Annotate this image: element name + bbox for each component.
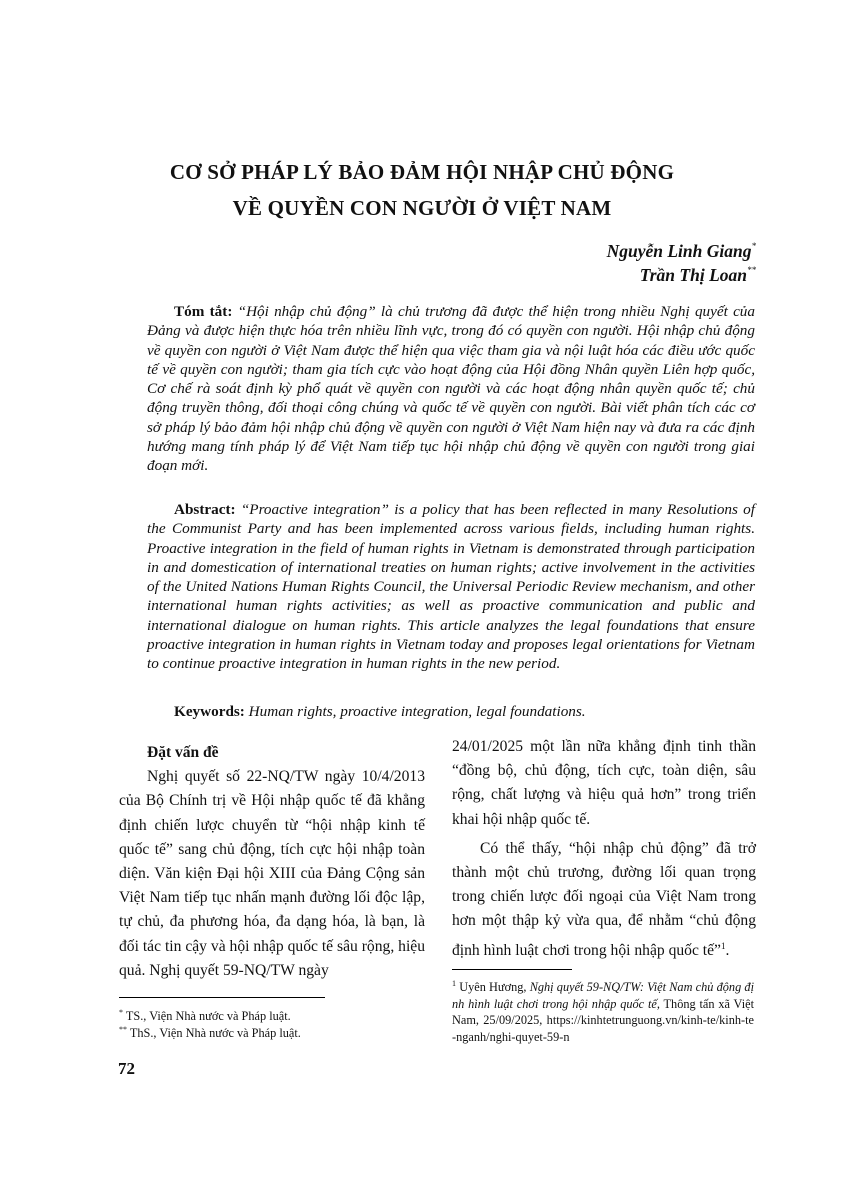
footnote-author-2-mark: ** bbox=[119, 1025, 127, 1034]
right-paragraph-2 bbox=[452, 837, 756, 963]
footnote-1 bbox=[452, 976, 754, 1046]
section-heading: Đặt vấn đề bbox=[147, 744, 219, 761]
keywords bbox=[147, 702, 755, 721]
paper-title-line-2: VỀ QUYỀN CON NGƯỜI Ở VIỆT NAM bbox=[232, 196, 612, 220]
left-paragraph: Nghị quyết số 22-NQ/TW ngày 10/4/2013 của Bộ Chính trị về Hội nhập quốc tế đã khẳng định chiến lược chuyển từ “hội nhập kinh tế quốc tế” sang chủ động, tích cực hội nhập toàn diện. Văn kiện Đại hội XIII của Đảng Cộng sản Việt Nam tiếp tục nhấn mạnh đường lối độc lập, tự chủ, đa phương hóa, đa dạng hóa, là bạn, là đối tác tin cậy và hội nhập quốc tế sâu rộng, hiệu quả. Nghị quyết 59-NQ/TW ngày bbox=[119, 768, 425, 979]
abstract-en-text: “Proactive integration” is a policy that has been reflected in many Resolutions of the Communist Party and has been implemented across various fields, including human rights. Proactive integration in the field of human rights in Vietnam is demonstrated through participation in and domestication of international treaties on human rights; active involvement in the activities of the United Nations Human Rights Council, the Universal Periodic Review mechanism, and other international human rights activities; as well as proactive communication and public and international dialogue on human rights. This article analyzes the legal foundations that ensure proactive integration in human rights in Vietnam today and proposes legal orientations for Vietnam to continue proactive integration in human rights in the new period. bbox=[147, 501, 755, 673]
footnote-ref-1: 1 bbox=[720, 940, 726, 951]
paper-title-line-1: CƠ SỞ PHÁP LÝ BẢO ĐẢM HỘI NHẬP CHỦ ĐỘNG bbox=[169, 160, 675, 184]
footnote-separator-right bbox=[452, 969, 572, 970]
footnote-1-source: Thông tấn xã Việt Nam, 25/09/2025, https://kinhtetrunguong.vn/kinh-te/kinh-te-nganh/nghi-quyet-59-n bbox=[452, 996, 754, 1044]
author-1 bbox=[607, 241, 756, 262]
abstract-vietnamese bbox=[147, 302, 755, 476]
abstract-english bbox=[147, 500, 755, 674]
abstract-vi-text: “Hội nhập chủ động” là chủ trương đã được thể hiện trong nhiều Nghị quyết của Đảng và được hiện thực hóa trên nhiều lĩnh vực, trong đó có quyền con người. Hội nhập chủ động về quyền con người ở Việt Nam được thể hiện qua việc tham gia và nội luật hóa các điều ước quốc tế về quyền con người; tham gia tích cực vào hoạt động của Hội đồng Nhân quyền Liên hợp quốc, Cơ chế rà soát định kỳ phổ quát về quyền con người và các hoạt động nhân quyền quốc tế; chủ động truyền thông, đối thoại công chúng và quốc tế về quyền con người. Bài viết phân tích các cơ sở pháp lý bảo đảm hội nhập chủ động về quyền con người ở Việt Nam hiện nay và đưa ra các định hướng mang tính pháp lý để Việt Nam tiếp tục hội nhập chủ động về quyền con người trong giai đoạn mới. bbox=[147, 303, 755, 475]
right-paragraph-2-text: Có thể thấy, “hội nhập chủ động” đã trở thành một chủ trương, đường lối quan trọng trong chiến lược đối ngoại của Việt Nam trong hơn một thập kỷ vừa qua, để nhằm “chủ động định hình luật chơi trong hội nhập quốc tế” bbox=[452, 839, 756, 959]
right-column bbox=[452, 735, 756, 963]
footnote-1-title: Nghị quyết 59-NQ/TW: Việt Nam chủ động định hình luật chơi trong hội nhập quốc tế, bbox=[452, 980, 754, 1011]
author-1-name: Nguyễn Linh Giang bbox=[606, 241, 752, 261]
author-1-mark: * bbox=[751, 241, 756, 251]
footnote-author-2 bbox=[119, 1022, 301, 1041]
keywords-text: Human rights, proactive integration, legal foundations. bbox=[248, 703, 586, 720]
author-2-mark: ** bbox=[747, 265, 756, 275]
footnote-author-2-text: ThS., Viện Nhà nước và Pháp luật. bbox=[127, 1026, 301, 1040]
footnote-1-mark: 1 bbox=[452, 979, 456, 988]
footnote-separator-left bbox=[119, 997, 325, 998]
right-paragraph-1: 24/01/2025 một lần nữa khẳng định tinh thần “đồng bộ, chủ động, tích cực, toàn diện, sâu rộng, chất lượng và hiệu quả hơn” trong triển khai hội nhập quốc tế. bbox=[452, 738, 756, 828]
footnote-author-1-text: TS., Viện Nhà nước và Pháp luật. bbox=[123, 1009, 291, 1023]
footnote-1-author: Uyên Hương, bbox=[456, 980, 530, 994]
abstract-vi-label: Tóm tắt: bbox=[174, 303, 233, 320]
author-2 bbox=[640, 265, 756, 286]
page-number: 72 bbox=[118, 1059, 135, 1078]
right-paragraph-2-end: . bbox=[725, 941, 730, 959]
footnote-author-1-mark: * bbox=[119, 1008, 123, 1017]
keywords-label: Keywords: bbox=[174, 703, 245, 720]
left-column bbox=[119, 741, 425, 983]
abstract-en-label: Abstract: bbox=[174, 501, 236, 518]
author-2-name: Trần Thị Loan bbox=[639, 265, 747, 285]
